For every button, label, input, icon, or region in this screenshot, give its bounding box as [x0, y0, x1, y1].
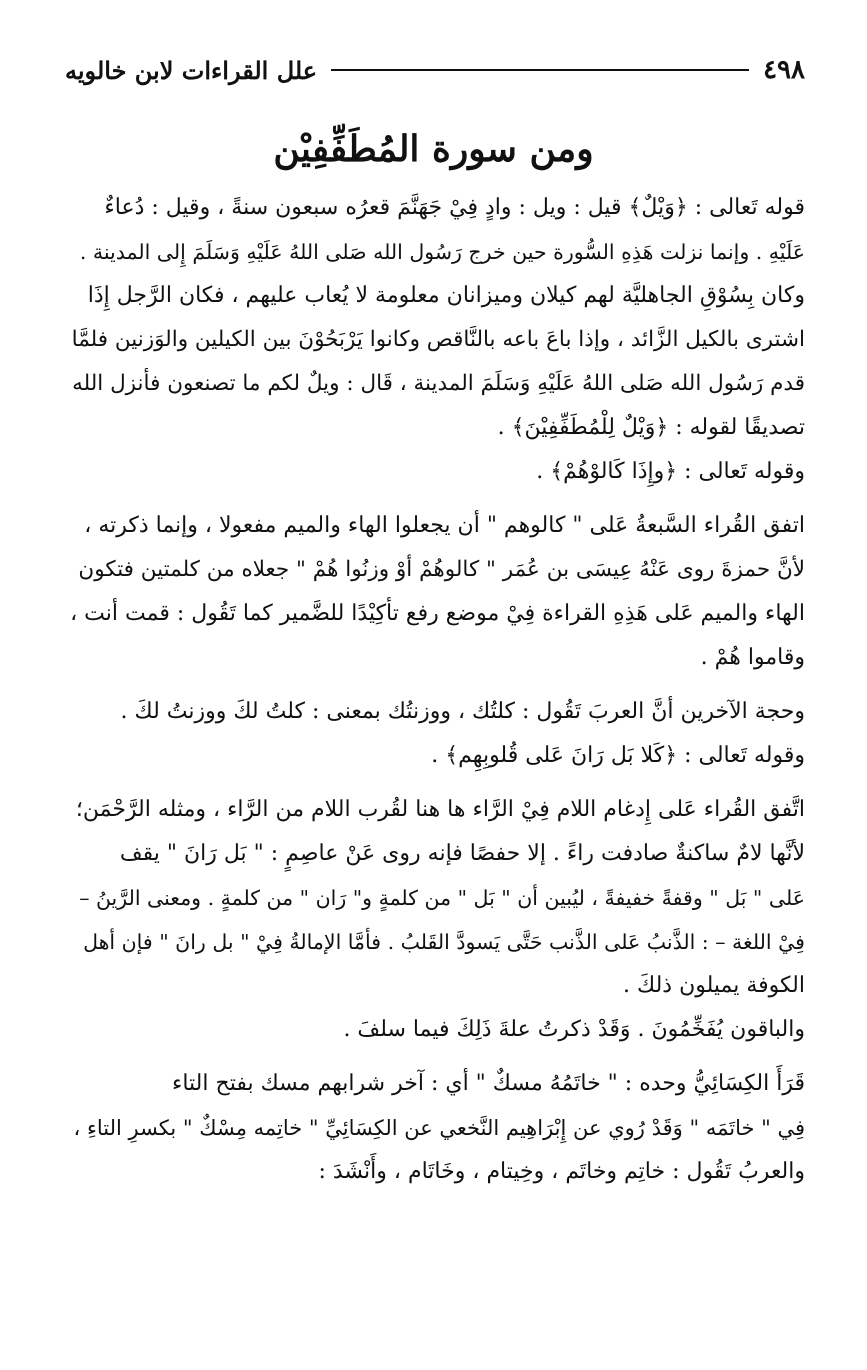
text-line: والعربُ تَقُول : خاتِم وخاتَم ، وخِيتام ، وخَاتَام ، وأَنْشَدَ :	[318, 1159, 805, 1184]
text-line: اتفق القُراء السَّبعةُ عَلى " كالوهم " أن يجعلوا الهاء والميم مفعولا ، وإنما ذكرته ،	[84, 513, 805, 538]
text-line: وقوله تَعالى : ﴿وإِذَا كَالوْهُمْ﴾ .	[536, 459, 805, 484]
page-number: ٤٩٨	[763, 55, 805, 85]
paragraph	[67, 186, 805, 450]
book-title: علل القراءات لابن خالويه	[65, 55, 318, 85]
paragraph	[67, 690, 805, 778]
text-line: وحجة الآخرين أنَّ العربَ تَقُول : كلتُك ، ووزنتُك بمعنى : كلتُ لكَ ووزنتُ لكَ .	[120, 699, 805, 724]
paragraph	[67, 504, 805, 680]
paragraph	[67, 788, 805, 1008]
paragraph	[67, 1008, 805, 1052]
text-line: عَلَيْهِ . وإنما نزلت هَذِهِ السُّورة حين خرج رَسُول الله صَلى اللهُ عَلَيْهِ وَسَلَمَ إِلى المدينة .	[79, 240, 805, 264]
page-body	[67, 186, 805, 1194]
header-rule	[331, 69, 749, 71]
text-line: اتَّفق القُراء عَلى إِدغام اللام فِيْ الرَّاء ها هنا لقُرب اللام من الرَّاء ، ومثله الرَّحْمَن؛	[75, 797, 805, 822]
surah-heading: ومن سورة المُطَفِّفِيْن	[273, 128, 594, 170]
text-line: وقاموا هُمْ .	[700, 645, 805, 670]
text-line: فِيْ اللغة – : الذَّنبُ عَلى الذَّنب حَتَّى يَسودَّ القَلبُ . فأمَّا الإمالةُ فِيْ " بل رانَ " فإن أهل	[83, 930, 805, 954]
text-line: عَلى " بَل " وقفةً خفيفةً ، ليُبين أن " بَل " من كلمةٍ و" رَان " من كلمةٍ . ومعنى الرَّينُ –	[79, 886, 805, 910]
text-line: فِي " خاتَمَه " وَقَدْ رُوي عن إِبْرَاهِيم النَّخعي عن الكِسَائِيِّ " خاتِمه مِسْكٌ " بكسرِ التاءِ ،	[73, 1116, 805, 1140]
text-line: تصديقًا لقوله : ﴿وَيْلٌ لِلْمُطَفِّفِيْنَ﴾ .	[497, 415, 805, 440]
text-line: والباقون يُفَخِّمُونَ . وَقَدْ ذكرتُ علةَ ذَلِكَ فيما سلفَ .	[343, 1017, 805, 1042]
text-line: قدم رَسُول الله صَلى اللهُ عَلَيْهِ وَسَلَمَ المدينة ، قَال : ويلٌ لكم ما تصنعون فأنزل الله	[72, 371, 805, 396]
running-header	[65, 50, 805, 90]
text-line: لأنَّها لامٌ ساكنةٌ صادفت راءً . إلا حفصًا فإنه روى عَنْ عاصِمٍ : " بَل رَانَ " يقف	[119, 841, 805, 866]
text-line: الكوفة يميلون ذلكَ .	[623, 973, 805, 998]
paragraph	[67, 450, 805, 494]
paragraph	[67, 1062, 805, 1194]
text-line: وكان بِسُوْقِ الجاهليَّة لهم كيلان وميزانان معلومة لا يُعاب عليهم ، فكان الرَّجل إِذَا	[87, 283, 805, 308]
text-line: قوله تَعالى : ﴿وَيْلٌ﴾ قيل : ويل : وادٍ فِيْ جَهَنَّمَ قعرُه سبعون سنةً ، وقيل : دُعاءٌ	[104, 195, 805, 220]
text-line: الهاء والميم عَلى هَذِهِ القراءة فِيْ موضع رفع تأكِيْدًا للضَّمير كما تَقُول : قمت أنت ،	[70, 601, 805, 626]
text-line: وقوله تَعالى : ﴿كَلا بَل رَانَ عَلى قُلوبِهِم﴾ .	[431, 743, 805, 768]
text-line: لأنَّ حمزةَ روى عَنْهُ عِيسَى بن عُمَر " كالوهُمْ أوْ وزنُوا هُمْ " جعلاه من كلمتين فتكون	[78, 557, 805, 582]
text-line: اشترى بالكيل الزَّائد ، وإذا باعَ باعه بالنَّاقص وكانوا يَرْبَحُوْنَ بين الكيلين والوَزنين فلمَّا	[71, 327, 805, 352]
text-line: قَرَأَ الكِسَائِيُّ وحده : " خاتَمُهُ مسكٌ " أي : آخر شرابهم مسك بفتح التاء	[172, 1071, 805, 1096]
